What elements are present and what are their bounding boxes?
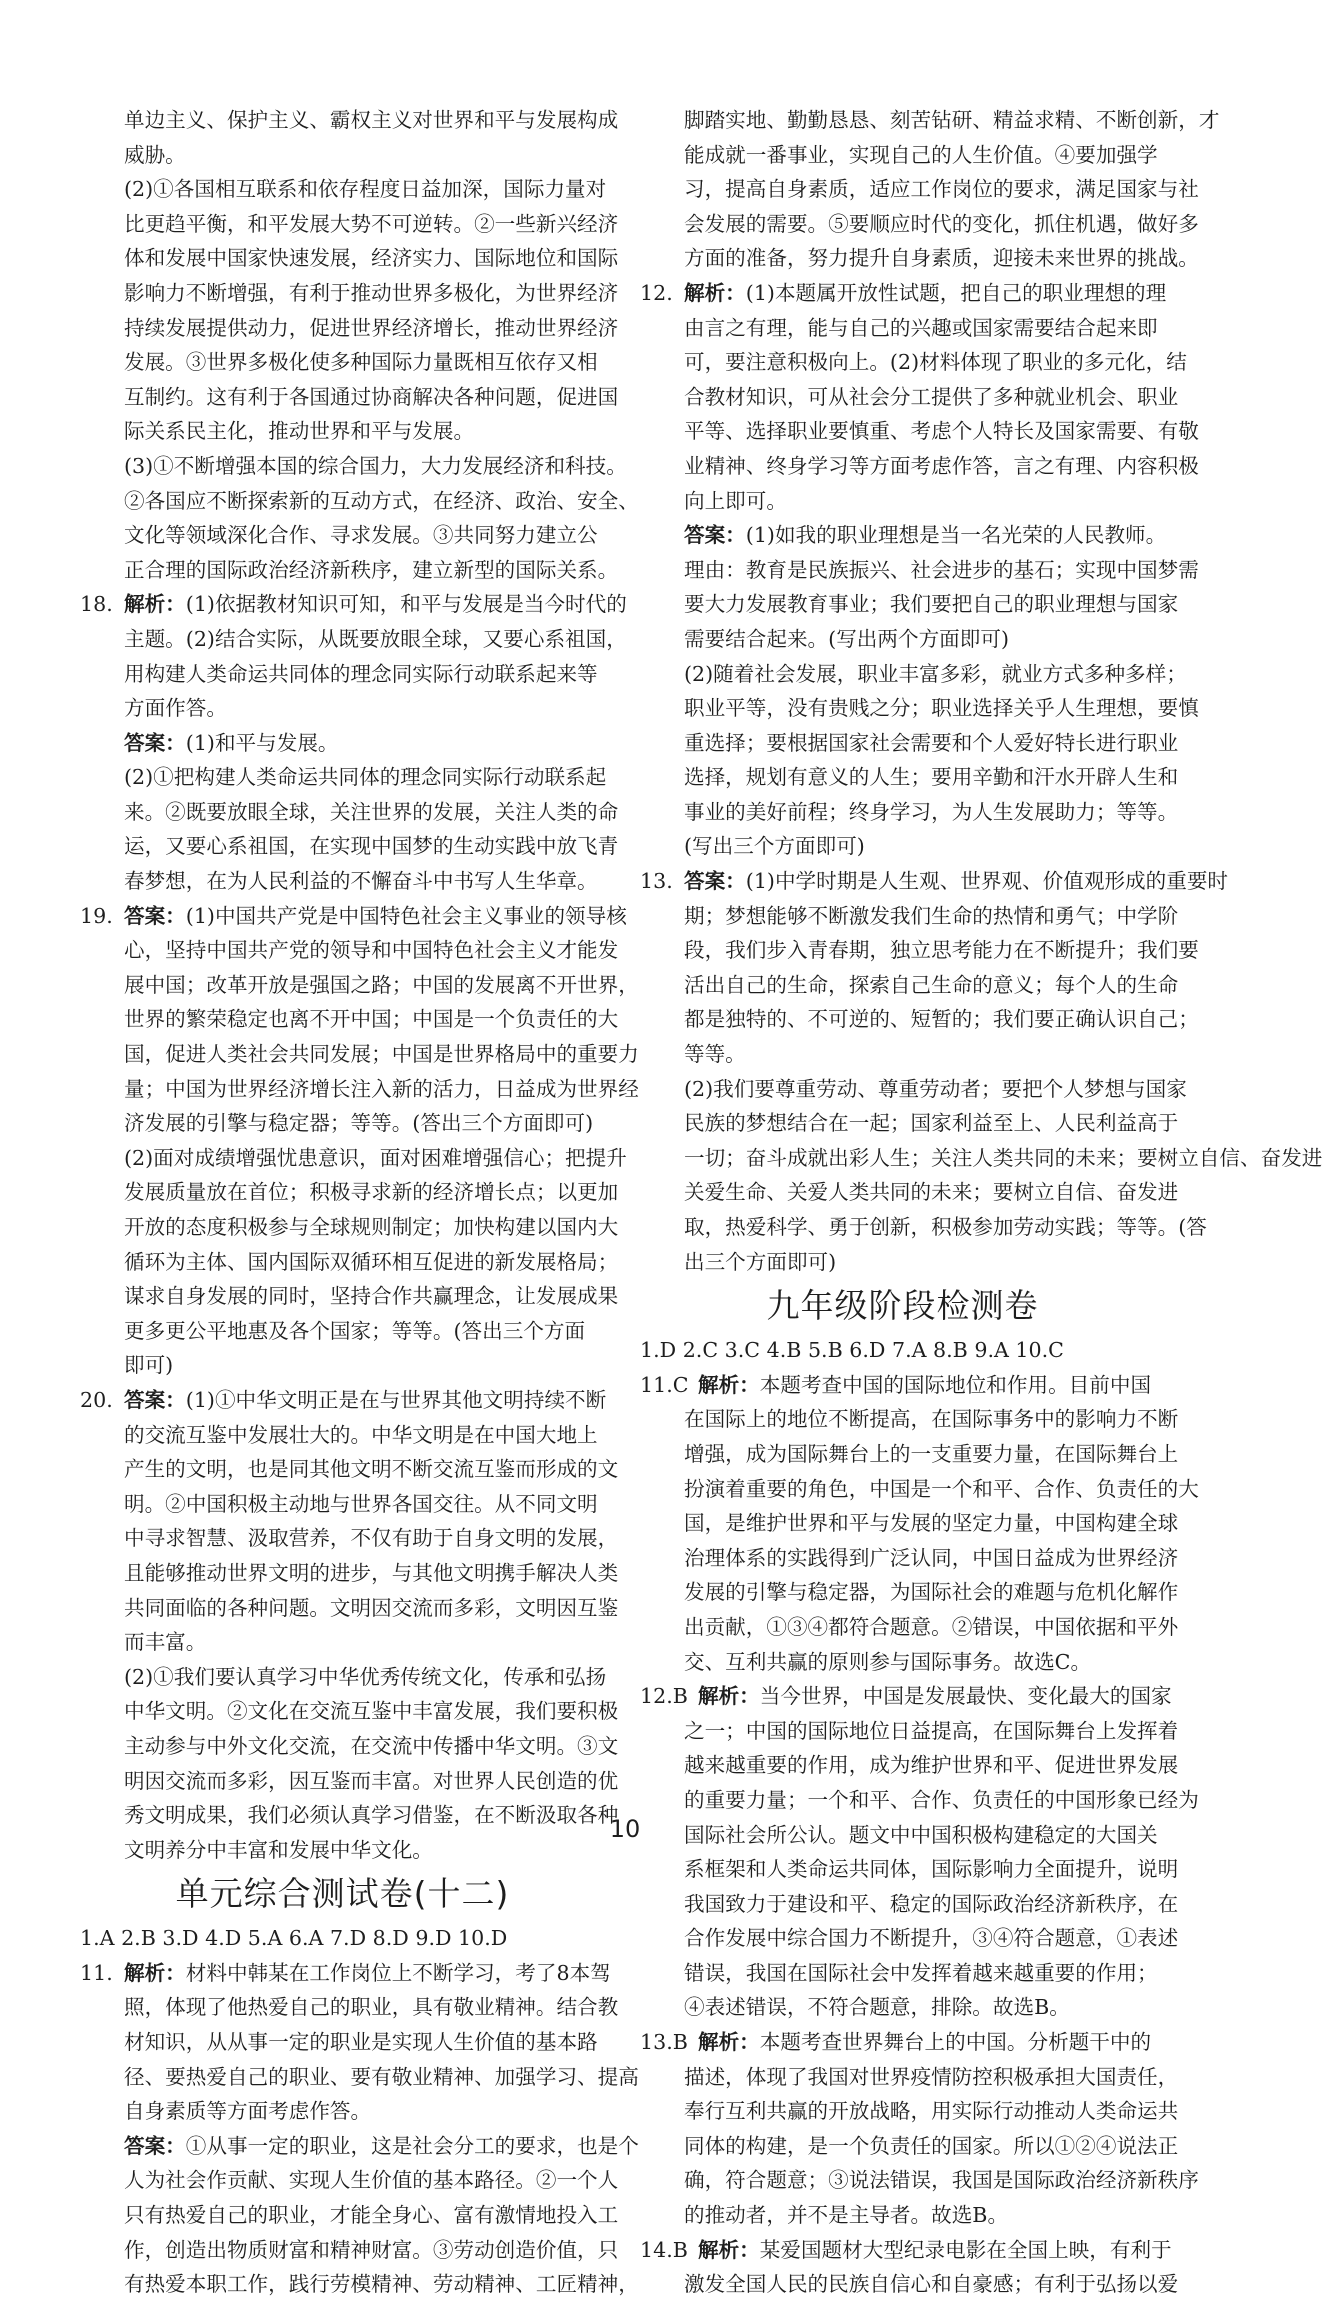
right-column <box>640 103 1322 2302</box>
q12-answer-line: 选择，规划有意义的人生；要用辛勤和汗水开辟人生和 <box>684 765 1179 790</box>
q12-answer-line: 重选择；要根据国家社会需要和个人爱好特长进行职业 <box>684 730 1179 755</box>
r11-line: 国，是维护世界和平与发展的坚定力量，中国构建全球 <box>684 1511 1179 1536</box>
q13-line: 期；梦想能够不断激发我们生命的热情和勇气；中学阶 <box>684 903 1179 928</box>
q12-line: 由言之有理，能与自己的兴趣或国家需要结合起来即 <box>684 315 1158 340</box>
r13-line: 本题考查世界舞台上的中国。分析题干中的 <box>759 2030 1152 2055</box>
q19-line: 心，坚持中国共产党的领导和中国特色社会主义才能发 <box>124 938 619 963</box>
r11-line: 出贡献，①③④都符合题意。②错误，中国依据和平外 <box>684 1614 1179 1639</box>
q17-line: ②各国应不断探索新的互动方式，在经济、政治、安全、 <box>124 488 639 513</box>
answer-label: 答案： <box>124 1387 186 1412</box>
r11-line: 在国际上的地位不断提高，在国际事务中的影响力不断 <box>684 1407 1179 1432</box>
q18-line: 方面作答。 <box>124 696 227 721</box>
q19-block <box>80 899 639 1383</box>
r13-line: 确，符合题意；③说法错误，我国是国际政治经济新秩序 <box>684 2168 1199 2193</box>
r11-line: 本题考查中国的国际地位和作用。目前中国 <box>759 1372 1152 1397</box>
q20-line: 明因交流而多彩，因互鉴而丰富。对世界人民创造的优 <box>124 1768 619 1793</box>
q19-line: 世界的繁荣稳定也离不开中国；中国是一个负责任的大 <box>124 1007 619 1032</box>
q13-line: 一切；奋斗成就出彩人生；关注人类共同的未来；要树立自信、奋发进 <box>684 1145 1322 1170</box>
q13-line: 等等。 <box>684 1042 746 1067</box>
left-column <box>80 103 639 2302</box>
q12-line: 合教材知识，可从社会分工提供了多种就业机会、职业 <box>684 384 1179 409</box>
answer-label: 答案： <box>124 730 186 755</box>
q12-line: 平等、选择职业要慎重、考虑个人特长及国家需要、有敬 <box>684 419 1199 444</box>
q19-line: 济发展的引擎与稳定器；等等。(答出三个方面即可) <box>124 1111 594 1136</box>
section-title-unit12: 单元综合测试卷(十二) <box>175 1874 510 1914</box>
r13-line: 描述，体现了我国对世界疫情防控积极承担大国责任， <box>684 2064 1179 2089</box>
q20-line: (1)①中华文明正是在与世界其他文明持续不断 <box>185 1387 607 1412</box>
q17-line: 比更趋平衡，和平发展大势不可逆转。②一些新兴经济 <box>124 211 619 236</box>
q17-line: 威胁。 <box>124 142 186 167</box>
grade9-choice-answers: 1.D 2.C 3.C 4.B 5.B 6.D 7.A 8.B 9.A 10.C <box>640 1338 1064 1363</box>
q12-answer-line: (写出三个方面即可) <box>684 834 865 859</box>
q13-line: (2)我们要尊重劳动、尊重劳动者；要把个人梦想与国家 <box>684 1076 1187 1101</box>
q19-line: 即可) <box>124 1353 174 1378</box>
q17-line: (3)①不断增强本国的综合国力，大力发展经济和科技。 <box>124 453 627 478</box>
q19-line: (1)中国共产党是中国特色社会主义事业的领导核 <box>185 903 627 928</box>
q19-line: (2)面对成绩增强忧患意识，面对困难增强信心；把提升 <box>124 1145 627 1170</box>
q13-line: 活出自己的生命，探索自己生命的意义；每个人的生命 <box>684 972 1179 997</box>
q20-line: 秀文明成果，我们必须认真学习借鉴，在不断汲取各种 <box>124 1803 619 1828</box>
q11-answer-line: ①从事一定的职业，这是社会分工的要求，也是个 <box>185 2133 639 2158</box>
q12-answer-line: 事业的美好前程；终身学习，为人生发展助力；等等。 <box>684 799 1179 824</box>
q12-line: (1)本题属开放性试题，把自己的职业理想的理 <box>745 280 1167 305</box>
r13-line: 奉行互利共赢的开放战略，用实际行动推动人类命运共 <box>684 2099 1179 2124</box>
r12-line: 合作发展中综合国力不断提升，③④符合题意，①表述 <box>684 1926 1179 1951</box>
r12-block <box>640 1679 1199 2025</box>
q12-line: 向上即可。 <box>684 488 787 513</box>
question-number: 11. <box>80 1960 113 1985</box>
q18-answer-line: (2)①把构建人类命运共同体的理念同实际行动联系起 <box>124 765 607 790</box>
cont-line: 脚踏实地、勤勤恳恳、刻苦钻研、精益求精、不断创新，才 <box>684 108 1220 132</box>
q20-line: 文明养分中丰富和发展中华文化。 <box>124 1837 433 1862</box>
q17-line: 体和发展中国家快速发展，经济实力、国际地位和国际 <box>124 246 619 271</box>
answer-label: 答案： <box>124 2133 186 2158</box>
q18-line: 主题。(2)结合实际，从既要放眼全球，又要心系祖国， <box>124 626 627 651</box>
q13-line: 取，热爱科学、勇于创新，积极参加劳动实践；等等。(答 <box>684 1215 1207 1239</box>
q19-line: 量；中国为世界经济增长注入新的活力，日益成为世界经 <box>124 1076 639 1101</box>
q17-line: 正合理的国际政治经济新秩序，建立新型的国际关系。 <box>124 557 619 582</box>
q13-line: 出三个方面即可) <box>684 1249 837 1274</box>
q12-answer-line: 要大力发展教育事业；我们要把自己的职业理想与国家 <box>684 592 1179 617</box>
q11-answer-line: 只有热爱自己的职业，才能全身心、富有激情地投入工 <box>124 2203 619 2228</box>
r13-line: 同体的构建，是一个负责任的国家。所以①②④说法正 <box>684 2133 1179 2158</box>
analysis-label: 解析： <box>124 1960 186 1985</box>
question-number: 12. <box>640 280 673 305</box>
q11-line: 材料中韩某在工作岗位上不断学习，考了8本驾 <box>185 1960 611 1985</box>
q20-line: 共同面临的各种问题。文明因交流而多彩，文明因互鉴 <box>124 1595 619 1620</box>
r12-line: ④表述错误，不符合题意，排除。故选B。 <box>684 1995 1070 2020</box>
question-number: 13.B <box>640 2030 688 2055</box>
r12-line: 越来越重要的作用，成为维护世界和平、促进世界发展 <box>684 1753 1179 1778</box>
question-number: 11.C <box>640 1372 689 1397</box>
r12-line: 国际社会所公认。题文中中国积极构建稳定的大国关 <box>684 1822 1158 1847</box>
q13-line: 段，我们步入青春期，独立思考能力在不断提升；我们要 <box>684 938 1199 963</box>
analysis-label: 解析： <box>698 2237 760 2262</box>
r11-line: 治理体系的实践得到广泛认同，中国日益成为世界经济 <box>684 1545 1179 1570</box>
q19-line: 更多更公平地惠及各个国家；等等。(答出三个方面 <box>124 1318 586 1343</box>
cont-line: 习，提高自身素质，适应工作岗位的要求，满足国家与社 <box>684 177 1199 202</box>
q20-line: 的交流互鉴中发展壮大的。中华文明是在中国大地上 <box>124 1422 598 1447</box>
q12-answer-line: (1)如我的职业理想是当一名光荣的人民教师。 <box>745 523 1167 548</box>
q17-line: 单边主义、保护主义、霸权主义对世界和平与发展构成 <box>124 108 619 132</box>
q12-answer-line: 职业平等，没有贵贱之分；职业选择关乎人生理想，要慎 <box>684 696 1199 721</box>
q18-answer-line: (1)和平与发展。 <box>185 730 339 755</box>
question-number: 20. <box>80 1387 113 1412</box>
r12-line: 我国致力于建设和平、稳定的国际政治经济新秩序，在 <box>684 1891 1179 1916</box>
q20-line: 且能够推动世界文明的进步，与其他文明携手解决人类 <box>124 1560 619 1585</box>
r14-line: 某爱国题材大型纪录电影在全国上映，有利于 <box>759 2237 1172 2262</box>
q18-answer-line: 春梦想，在为人民利益的不懈奋斗中书写人生华章。 <box>124 869 598 894</box>
q17-line: 文化等领域深化合作、寻求发展。③共同努力建立公 <box>124 523 598 548</box>
r13-line: 的推动者，并不是主导者。故选B。 <box>684 2203 1009 2228</box>
cont-line: 方面的准备，努力提升自身素质，迎接未来世界的挑战。 <box>684 246 1199 271</box>
q20-line: 主动参与中外文化交流，在交流中传播中华文明。③文 <box>124 1733 619 1758</box>
q11-answer-line: 作，创造出物质财富和精神财富。③劳动创造价值，只 <box>124 2237 619 2262</box>
q20-line: 产生的文明，也是同其他文明不断交流互鉴而形成的文 <box>124 1457 619 1482</box>
r14-line: 激发全国人民的民族自信心和自豪感；有利于弘扬以爱 <box>684 2272 1179 2297</box>
q18-line: (1)依据教材知识可知，和平与发展是当今时代的 <box>185 592 627 617</box>
r11-line: 增强，成为国际舞台上的一支重要力量，在国际舞台上 <box>684 1441 1179 1466</box>
q13-line: 关爱生命、关爱人类共同的未来；要树立自信、奋发进 <box>684 1180 1179 1205</box>
answer-label: 答案： <box>684 523 746 548</box>
q17-line: 影响力不断增强，有利于推动世界多极化，为世界经济 <box>124 280 619 305</box>
answer-label: 答案： <box>124 903 186 928</box>
question-number: 13. <box>640 869 673 894</box>
q19-line: 谋求自身发展的同时，坚持合作共赢理念，让发展成果 <box>124 1284 619 1309</box>
q20-block <box>80 1383 619 1867</box>
q20-line: 而丰富。 <box>124 1630 207 1655</box>
q11-line: 径、要热爱自己的职业、要有敬业精神、加强学习、提高 <box>124 2064 639 2089</box>
r11-block <box>640 1368 1199 1679</box>
q11-answer-line: 人为社会作贡献、实现人生价值的基本路径。②一个人 <box>124 2168 619 2193</box>
q12-answer-line: 理由：教育是民族振兴、社会进步的基石；实现中国梦需 <box>684 557 1199 582</box>
analysis-label: 解析： <box>698 2030 760 2055</box>
r13-block <box>640 2025 1199 2233</box>
cont-line: 能成就一番事业，实现自己的人生价值。④要加强学 <box>684 142 1158 167</box>
q17-line: 际关系民主化，推动世界和平与发展。 <box>124 419 475 444</box>
q11-answer-line: 有热爱本职工作，践行劳模精神、劳动精神、工匠精神， <box>124 2272 639 2297</box>
q19-line: 发展质量放在首位；积极寻求新的经济增长点；以更加 <box>124 1180 619 1205</box>
r12-line: 的重要力量；一个和平、合作、负责任的中国形象已经为 <box>684 1787 1199 1812</box>
analysis-label: 解析： <box>124 592 186 617</box>
r14-block <box>640 2233 1179 2302</box>
q13-line: 都是独特的、不可逆的、短暂的；我们要正确认识自己； <box>684 1007 1199 1032</box>
q11-line: 自身素质等方面考虑作答。 <box>124 2099 372 2124</box>
q19-line: 国，促进人类社会共同发展；中国是世界格局中的重要力 <box>124 1042 639 1067</box>
q11-block <box>80 1956 639 2302</box>
q17-line: 发展。③世界多极化使多种国际力量既相互依存又相 <box>124 350 598 375</box>
r12-line: 错误，我国在国际社会中发挥着越来越重要的作用； <box>684 1960 1158 1985</box>
analysis-label: 解析： <box>698 1372 760 1397</box>
r12-line: 当今世界，中国是发展最快、变化最大的国家 <box>759 1684 1172 1709</box>
analysis-label: 解析： <box>684 280 746 305</box>
q17-line: 持续发展提供动力，促进世界经济增长，推动世界经济 <box>124 315 619 340</box>
q19-line: 循环为主体、国内国际双循环相互促进的新发展格局； <box>124 1249 619 1274</box>
answer-label: 答案： <box>684 869 746 894</box>
question-number: 14.B <box>640 2237 688 2262</box>
q11-line: 材知识，从从事一定的职业是实现人生价值的基本路 <box>124 2030 598 2055</box>
q18-answer-line: 运，又要心系祖国，在实现中国梦的生动实践中放飞青 <box>124 834 619 859</box>
q12-line: 可，要注意积极向上。(2)材料体现了职业的多元化，结 <box>684 350 1187 375</box>
unit12-choice-answers: 1.A 2.B 3.D 4.D 5.A 6.A 7.D 8.D 9.D 10.D <box>80 1926 508 1951</box>
q12-line: 业精神、终身学习等方面考虑作答，言之有理、内容积极 <box>684 453 1199 478</box>
q20-line: 明。②中国积极主动地与世界各国交往。从不同文明 <box>124 1491 598 1516</box>
r11-line: 发展的引擎与稳定器，为国际社会的难题与危机化解作 <box>684 1580 1179 1605</box>
q12-answer-line: (2)随着社会发展，职业丰富多彩，就业方式多种多样； <box>684 661 1187 686</box>
q13-line: 民族的梦想结合在一起；国家利益至上、人民利益高于 <box>684 1111 1179 1136</box>
question-number: 18. <box>80 592 113 617</box>
q12-answer-line: 需要结合起来。(写出两个方面即可) <box>684 626 1009 651</box>
q11-line: 照，体现了他热爱自己的职业，具有敬业精神。结合教 <box>124 1995 619 2020</box>
question-number: 12.B <box>640 1684 688 1709</box>
q18-answer-line: 来。②既要放眼全球，关注世界的发展，关注人类的命 <box>124 799 619 824</box>
q19-line: 展中国；改革开放是强国之路；中国的发展离不开世界， <box>124 972 639 997</box>
r12-line: 系框架和人类命运共同体，国际影响力全面提升，说明 <box>684 1857 1179 1882</box>
cont-line: 会发展的需要。⑤要顺应时代的变化，抓住机遇，做好多 <box>684 211 1199 236</box>
page-number: 10 <box>609 1815 641 1843</box>
r12-line: 之一；中国的国际地位日益提高，在国际舞台上发挥着 <box>684 1718 1179 1743</box>
q20-line: (2)①我们要认真学习中华优秀传统文化，传承和弘扬 <box>124 1664 607 1689</box>
q18-line: 用构建人类命运共同体的理念同实际行动联系起来等 <box>124 661 598 686</box>
q13-block <box>640 864 1322 1279</box>
q12-block <box>640 276 1199 864</box>
r11-line: 交、互利共赢的原则参与国际事务。故选C。 <box>684 1649 1092 1674</box>
q17-continued <box>80 103 639 587</box>
question-number: 19. <box>80 903 113 928</box>
q17-line: 互制约。这有利于各国通过协商解决各种问题，促进国 <box>124 384 619 409</box>
q19-line: 开放的态度积极参与全球规则制定；加快构建以国内大 <box>124 1215 619 1239</box>
analysis-label: 解析： <box>698 1684 760 1709</box>
q13-line: (1)中学时期是人生观、世界观、价值观形成的重要时 <box>745 869 1229 894</box>
q17-line: (2)①各国相互联系和依存程度日益加深，国际力量对 <box>124 177 607 202</box>
q20-line: 中寻求智慧、汲取营养，不仅有助于自身文明的发展， <box>124 1526 619 1551</box>
q20-line: 中华文明。②文化在交流互鉴中丰富发展，我们要积极 <box>124 1699 619 1724</box>
r11-line: 扮演着重要的角色，中国是一个和平、合作、负责任的大 <box>684 1476 1199 1501</box>
section-title-grade9: 九年级阶段检测卷 <box>766 1286 1039 1326</box>
q18-block <box>80 587 627 898</box>
q11-continued <box>640 103 1220 276</box>
